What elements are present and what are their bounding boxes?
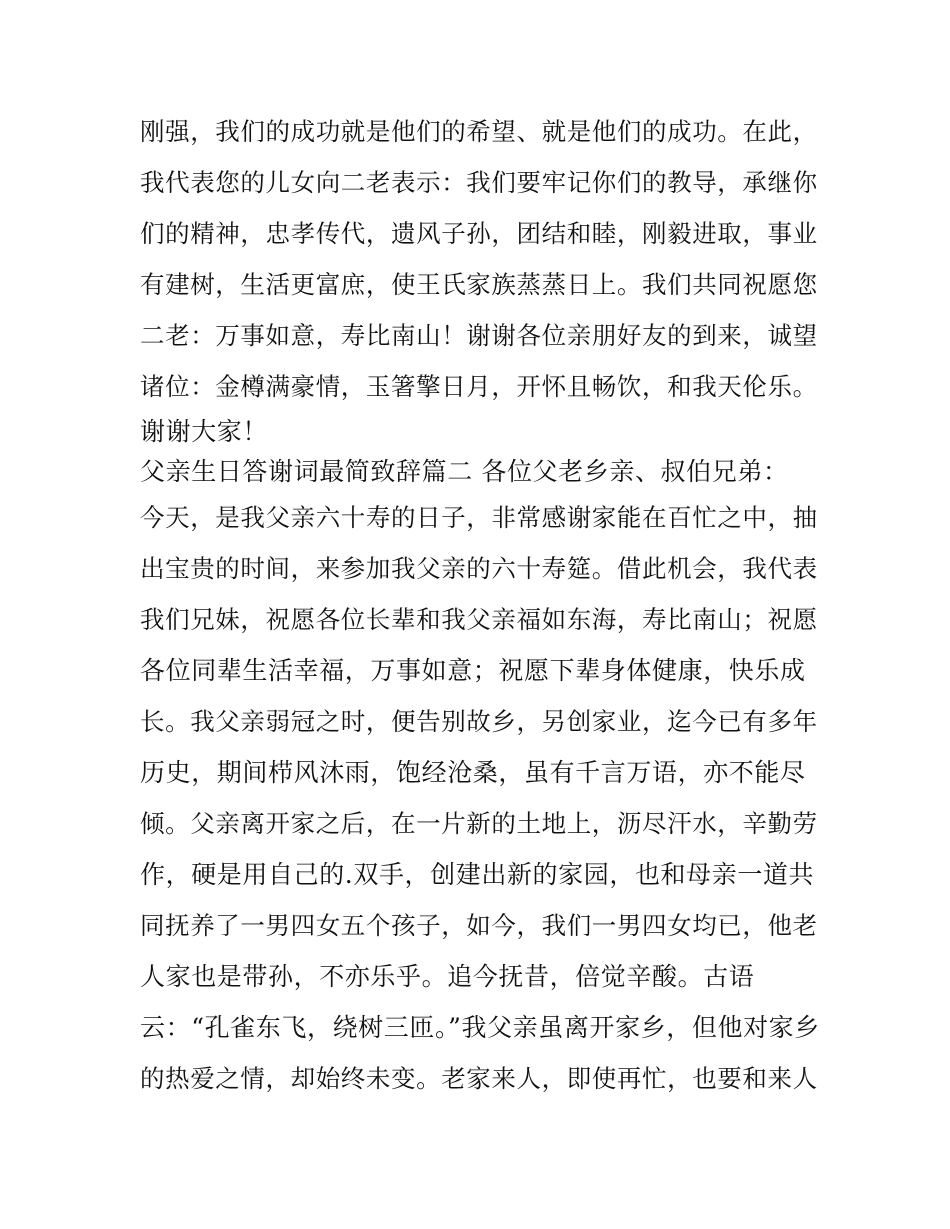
text-line: 刚强，我们的成功就是他们的希望、就是他们的成功。在此， bbox=[140, 117, 818, 146]
text-line: 云：“孔雀东飞，绕树三匝。”我父亲虽离开家乡，但他对家乡 bbox=[140, 1013, 820, 1042]
text-line: 今天，是我父亲六十寿的日子，非常感谢家能在百忙之中，抽 bbox=[140, 503, 818, 532]
text-line: 各位同辈生活幸福，万事如意；祝愿下辈身体健康，快乐成 bbox=[140, 656, 806, 685]
text-line: 倾。父亲离开家之后，在一片新的土地上，沥尽汗水，辛勤劳 bbox=[140, 809, 818, 838]
text-line: 出宝贵的时间，来参加我父亲的六十寿筵。借此机会，我代表 bbox=[140, 554, 818, 583]
text-line: 历史，期间栉风沐雨，饱经沧桑，虽有千言万语，亦不能尽 bbox=[140, 758, 806, 787]
text-line: 诸位：金樽满豪情，玉箸擎日月，开怀且畅饮，和我天伦乐。 bbox=[140, 372, 818, 401]
text-line: 作，硬是用自己的.双手，创建出新的家园，也和母亲一道共 bbox=[140, 860, 815, 889]
body-text bbox=[140, 106, 820, 1104]
text-line: 们的精神，忠孝传代，遗风子孙，团结和睦，刚毅进取，事业 bbox=[140, 219, 818, 248]
text-line: 有建树，生活更富庶，使王氏家族蒸蒸日上。我们共同祝愿您 bbox=[140, 270, 818, 299]
section-heading: 父亲生日答谢词最简致辞篇二 各位父老乡亲、叔伯兄弟： bbox=[140, 457, 789, 486]
text-line: 我代表您的儿女向二老表示：我们要牢记你们的教导，承继你 bbox=[140, 168, 818, 197]
text-line: 的热爱之情，却始终未变。老家来人，即使再忙，也要和来人 bbox=[140, 1064, 818, 1093]
text-line: 我们兄妹，祝愿各位长辈和我父亲福如东海，寿比南山；祝愿 bbox=[140, 605, 818, 634]
text-line: 谢谢大家！ bbox=[140, 417, 269, 446]
text-line: 同抚养了一男四女五个孩子，如今，我们一男四女均已，他老 bbox=[140, 911, 818, 940]
text-line: 二老：万事如意，寿比南山！谢谢各位亲朋好友的到来，诚望 bbox=[140, 321, 818, 350]
text-line: 人家也是带孙，不亦乐乎。追今抚昔，倍觉辛酸。古语 bbox=[140, 962, 755, 991]
text-line: 长。我父亲弱冠之时，便告别故乡，另创家业，迄今已有多年 bbox=[140, 707, 818, 736]
